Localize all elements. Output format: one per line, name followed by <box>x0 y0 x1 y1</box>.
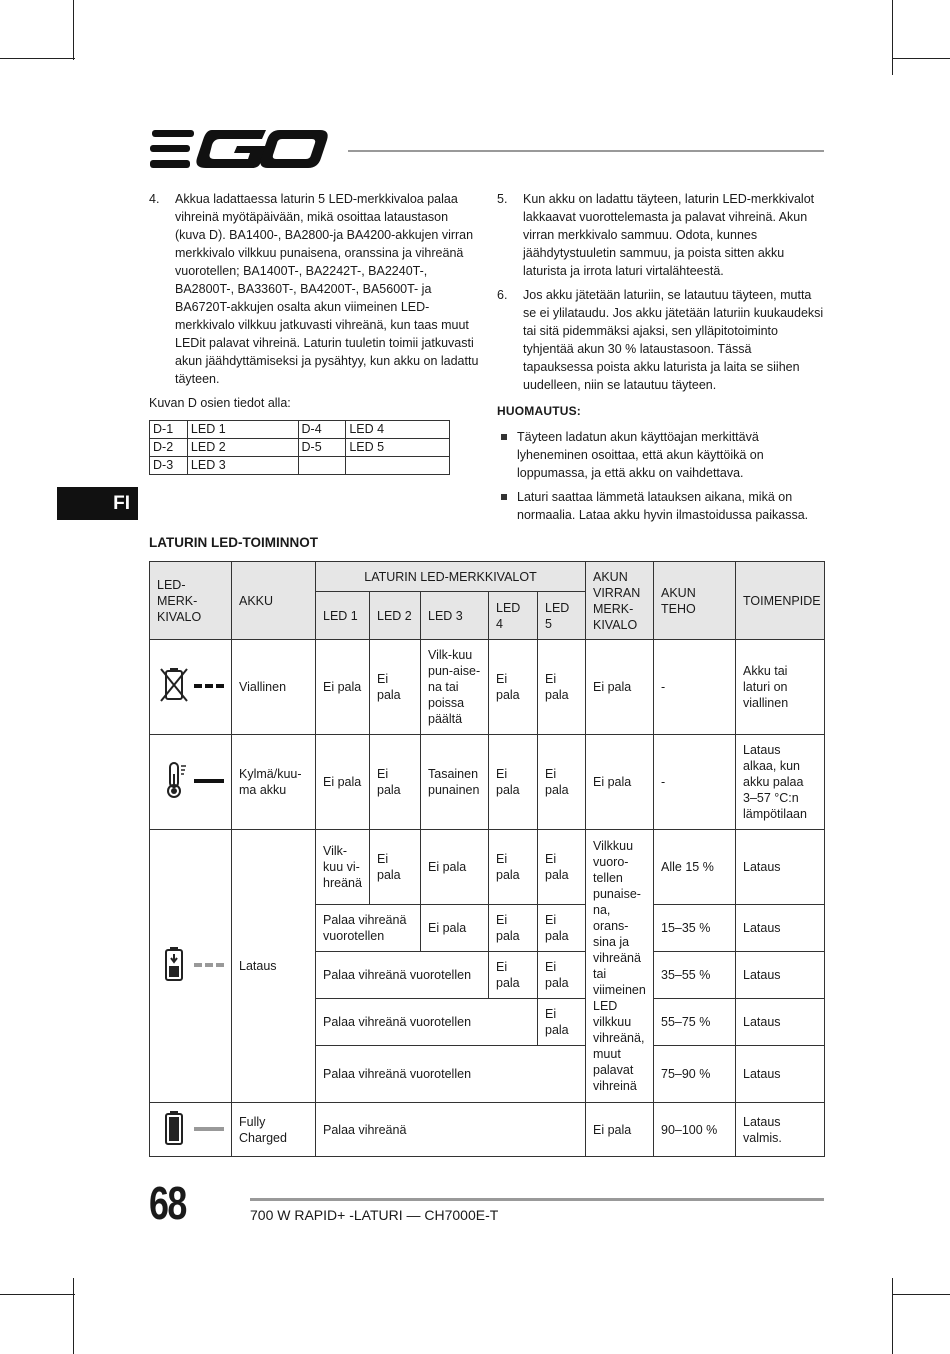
section-title: LATURIN LED-TOIMINNOT <box>149 535 318 550</box>
bullet-text: Laturi saattaa lämmetä latauksen aikana, mikä on normaalia. Lataa akku hyvin ilmastoidussa paikassa. <box>517 490 809 522</box>
led2-state: Ei pala <box>370 640 421 735</box>
crop-mark <box>0 1294 75 1295</box>
bullet-text: Täyteen ladatun akun käyttöajan merkittävä lyheneminen osoittaa, että akun käyttöikä on loppumassa, ja että akku on vaihdettava. <box>517 430 764 480</box>
led5-state: Ei pala <box>538 999 586 1046</box>
table-row-cold <box>150 735 825 830</box>
power-level: 15–35 % <box>654 905 736 952</box>
led-functions-table <box>149 561 825 1157</box>
battery-state: Kylmä/kuu-ma akku <box>232 735 316 830</box>
table-row-charging <box>150 830 825 905</box>
header-charger-leds: LATURIN LED-MERKKIVALOT <box>316 562 586 592</box>
action: Lataus <box>736 999 825 1046</box>
header-led5: LED 5 <box>538 592 586 640</box>
item-number: 4. <box>149 192 160 206</box>
led1-state: Ei pala <box>316 640 370 735</box>
led1-state: Ei pala <box>316 735 370 830</box>
bullet-square-icon <box>501 494 507 500</box>
led3-state: Ei pala <box>421 830 489 905</box>
icon-cell <box>150 735 232 830</box>
note-title: HUOMAUTUS: <box>497 404 581 418</box>
power-indicator-state: Ei pala <box>586 735 654 830</box>
d-parts-table <box>149 420 450 475</box>
header-led-indicator: LED-MERK-KIVALO <box>150 562 232 640</box>
footer-title: 700 W RAPID+ -LATURI — CH7000E-T <box>250 1207 499 1223</box>
list-item-6 <box>497 286 824 394</box>
list-item-4 <box>149 190 479 388</box>
crop-mark <box>892 1278 893 1354</box>
action: Lataus <box>736 1046 825 1103</box>
header-battery: AKKU <box>232 562 316 640</box>
battery-state: Fully Charged <box>232 1103 316 1157</box>
left-column <box>149 190 479 475</box>
led4-state: Ei pala <box>489 952 538 999</box>
crop-mark <box>892 58 950 59</box>
crop-mark <box>73 1278 74 1354</box>
crop-mark <box>0 58 75 59</box>
power-indicator-state: Vilkkuu vuoro-tellen punaise-na, orans-sina ja vihreänä tai viimeinen LED vilkkuu vihreänä, muut palavat vihreinä <box>586 830 654 1103</box>
footer-rule <box>250 1198 824 1201</box>
led3-state: Vilk-kuu pun-aise-na tai poissa päältä <box>421 640 489 735</box>
led5-state: Ei pala <box>538 640 586 735</box>
led12345-state: Palaa vihreänä vuorotellen <box>316 1046 586 1103</box>
bullet-item <box>497 428 824 482</box>
led4-state: Ei pala <box>489 735 538 830</box>
table-cell: LED 2 <box>187 439 298 457</box>
table-row-full <box>150 1103 825 1157</box>
table-cell: D-4 <box>298 421 346 439</box>
bullet-square-icon <box>501 434 507 440</box>
header-led4: LED 4 <box>489 592 538 640</box>
power-indicator-state: Ei pala <box>586 1103 654 1157</box>
table-cell: LED 1 <box>187 421 298 439</box>
led2-state: Ei pala <box>370 735 421 830</box>
battery-full-icon <box>158 1108 224 1148</box>
header-led2: LED 2 <box>370 592 421 640</box>
power-level: - <box>654 640 736 735</box>
led12-state: Palaa vihreänä vuorotellen <box>316 905 421 952</box>
crop-mark <box>892 1294 950 1295</box>
icon-cell <box>150 830 232 1103</box>
header-rule <box>348 150 824 152</box>
figure-caption: Kuvan D osien tiedot alla: <box>149 396 291 410</box>
table-row <box>150 457 450 475</box>
item-number: 6. <box>497 288 508 302</box>
action: Lataus valmis. <box>736 1103 825 1157</box>
table-cell <box>298 457 346 475</box>
power-indicator-state: Ei pala <box>586 640 654 735</box>
led3-state: Tasainen punainen <box>421 735 489 830</box>
item-text: Jos akku jätetään laturiin, se latautuu täyteen, mutta se ei ylilataudu. Jos akku jätetään laturiin kuukaudeksi tai sitä pidemmäksi ajaksi, sen ylläpitotoiminto tyhjentää akun 30 % lataustasoon. Tässä tapauksessa poista akku laturista ja laita se siihen uudelleen, niin se latautuu täyteen. <box>523 288 824 392</box>
action: Lataus alkaa, kun akku palaa 3–57 °C:n lämpötilaan <box>736 735 825 830</box>
led5-state: Ei pala <box>538 735 586 830</box>
header-led3: LED 3 <box>421 592 489 640</box>
list-item-5 <box>497 190 824 280</box>
header-led1: LED 1 <box>316 592 370 640</box>
action: Lataus <box>736 952 825 999</box>
crop-mark <box>73 0 74 60</box>
header-power: AKUN TEHO <box>654 562 736 640</box>
table-header-row <box>150 562 825 592</box>
power-level: Alle 15 % <box>654 830 736 905</box>
led5-state: Ei pala <box>538 905 586 952</box>
table-cell: D-2 <box>150 439 188 457</box>
ego-logo <box>150 128 330 172</box>
svg-text:EGO: EGO <box>150 128 153 129</box>
language-tab: FI <box>57 487 138 520</box>
table-cell: D-5 <box>298 439 346 457</box>
icon-cell <box>150 640 232 735</box>
led1234-state: Palaa vihreänä vuorotellen <box>316 999 538 1046</box>
led3-state: Ei pala <box>421 905 489 952</box>
action: Lataus <box>736 905 825 952</box>
power-level: 75–90 % <box>654 1046 736 1103</box>
battery-state: Viallinen <box>232 640 316 735</box>
led123-state: Palaa vihreänä vuorotellen <box>316 952 489 999</box>
table-cell: D-3 <box>150 457 188 475</box>
page-number: 68 <box>149 1177 186 1229</box>
item-number: 5. <box>497 192 508 206</box>
table-cell: LED 4 <box>346 421 450 439</box>
crop-mark <box>892 0 893 75</box>
table-row <box>150 421 450 439</box>
led5-state: Ei pala <box>538 830 586 905</box>
icon-cell <box>150 1103 232 1157</box>
leds-state: Palaa vihreänä <box>316 1103 586 1157</box>
power-level: 35–55 % <box>654 952 736 999</box>
action: Akku tai laturi on viallinen <box>736 640 825 735</box>
led1-state: Vilk-kuu vi-hreänä <box>316 830 370 905</box>
thermometer-icon <box>158 760 224 800</box>
led4-state: Ei pala <box>489 640 538 735</box>
right-column <box>497 190 824 530</box>
item-text: Kun akku on ladattu täyteen, laturin LED-merkkivalot lakkaavat vuorottelemasta ja palavat vihreinä. Akun virran merkkivalo sammuu. Odota, kunnes jäähdytystuuletin sammuu, ja poista sitten akku laturista ja irrota laturi virtalähteestä. <box>523 192 815 278</box>
battery-state: Lataus <box>232 830 316 1103</box>
table-row-faulty <box>150 640 825 735</box>
led5-state: Ei pala <box>538 952 586 999</box>
led4-state: Ei pala <box>489 905 538 952</box>
table-cell: LED 5 <box>346 439 450 457</box>
header-action: TOIMENPIDE <box>736 562 825 640</box>
led2-state: Ei pala <box>370 830 421 905</box>
table-cell: D-1 <box>150 421 188 439</box>
header-power-indicator: AKUN VIRRAN MERK-KIVALO <box>586 562 654 640</box>
table-cell: LED 3 <box>187 457 298 475</box>
bullet-item <box>497 488 824 524</box>
battery-charging-icon <box>158 944 224 984</box>
item-text: Akkua ladattaessa laturin 5 LED-merkkivaloa palaa vihreinä myötäpäivään, mikä osoittaa lataustason (kuva D). BA1400-, BA2800-ja BA4200-akkujen virran merkkivalo vilkkuu punaisena, oranssina ja vihreänä vuorotellen; BA1400T-, BA2242T-, BA2240T-, BA2800T-, BA3360T-, BA4200T-, BA5600T- ja BA6720T-akkujen osalta akun viimeinen LED-merkkivalo vilkkuu jatkuvasti vihreänä, kun taas muut LEDit palavat vihreinä. Laturin tuuletin toimii jatkuvasti akun jäähdyttämiseksi ja pysähtyy, kun akku on ladattu täyteen. <box>175 192 479 386</box>
action: Lataus <box>736 830 825 905</box>
power-level: - <box>654 735 736 830</box>
table-row <box>150 439 450 457</box>
table-cell <box>346 457 450 475</box>
power-level: 55–75 % <box>654 999 736 1046</box>
power-level: 90–100 % <box>654 1103 736 1157</box>
battery-crossed-icon <box>158 665 224 705</box>
led4-state: Ei pala <box>489 830 538 905</box>
